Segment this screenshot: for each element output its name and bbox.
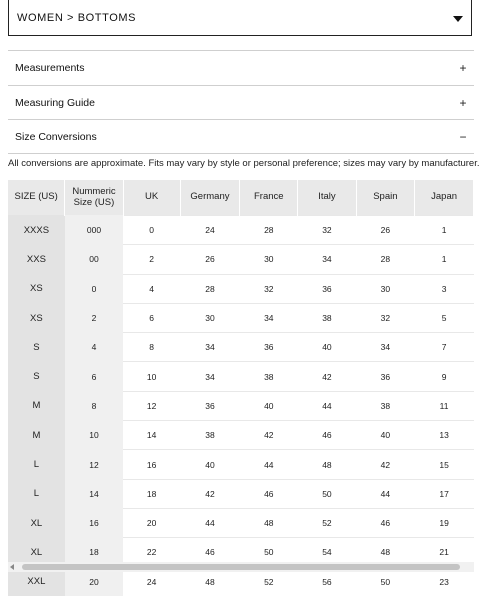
column-header: UK — [123, 180, 180, 216]
table-cell: XS — [8, 303, 65, 332]
divider — [8, 153, 474, 154]
table-cell: 26 — [180, 245, 240, 274]
table-cell: 26 — [356, 216, 415, 245]
collapse-icon[interactable]: − — [459, 129, 467, 144]
table-cell: 44 — [356, 479, 415, 508]
table-cell: 22 — [123, 538, 180, 567]
table-cell: 7 — [415, 333, 474, 362]
table-cell: 00 — [65, 245, 123, 274]
table-row — [8, 450, 474, 479]
table-cell: 24 — [180, 216, 240, 245]
table-row — [8, 245, 474, 274]
column-header: France — [240, 180, 298, 216]
table-cell: 32 — [240, 274, 298, 303]
table-cell: 32 — [298, 216, 356, 245]
size-conversion-table-container[interactable] — [8, 180, 474, 588]
table-cell: 38 — [356, 391, 415, 420]
accordion-measuring-guide[interactable] — [8, 85, 474, 119]
table-cell: 9 — [415, 362, 474, 391]
table-cell: 20 — [123, 508, 180, 537]
accordion-size-conversions[interactable] — [8, 119, 474, 153]
column-header: Nummeric Size (US) — [65, 180, 123, 216]
table-cell: 40 — [356, 421, 415, 450]
category-dropdown[interactable] — [8, 0, 472, 36]
table-cell: 34 — [180, 362, 240, 391]
table-cell: XXXS — [8, 216, 65, 245]
column-header: Germany — [180, 180, 240, 216]
table-cell: 1 — [415, 216, 474, 245]
table-cell: 3 — [415, 274, 474, 303]
table-cell: XL — [8, 508, 65, 537]
scrollbar-thumb[interactable] — [22, 564, 460, 570]
table-cell: 28 — [240, 216, 298, 245]
table-cell: 10 — [123, 362, 180, 391]
table-cell: 42 — [356, 450, 415, 479]
table-cell: 14 — [65, 479, 123, 508]
table-cell: 30 — [180, 303, 240, 332]
table-cell: 44 — [298, 391, 356, 420]
table-cell: 21 — [415, 538, 474, 567]
table-cell: 48 — [298, 450, 356, 479]
table-cell: M — [8, 391, 65, 420]
table-cell: S — [8, 333, 65, 362]
table-cell: 36 — [180, 391, 240, 420]
expand-icon[interactable]: + — [459, 95, 467, 110]
table-cell: L — [8, 450, 65, 479]
table-cell: 16 — [123, 450, 180, 479]
table-cell: 52 — [298, 508, 356, 537]
table-cell: 6 — [65, 362, 123, 391]
expand-icon[interactable]: + — [459, 60, 467, 75]
conversion-note: All conversions are approximate. Fits may vary by style or personal preference; sizes may vary by manufacturer. — [8, 158, 480, 169]
table-cell: 32 — [356, 303, 415, 332]
table-cell: 0 — [65, 274, 123, 303]
table-row — [8, 216, 474, 245]
table-cell: 1 — [415, 245, 474, 274]
table-cell: 46 — [180, 538, 240, 567]
table-cell: XL — [8, 538, 65, 567]
table-cell: 23 — [415, 567, 474, 596]
table-cell: 38 — [240, 362, 298, 391]
table-cell: 28 — [356, 245, 415, 274]
table-row — [8, 508, 474, 537]
breadcrumb: WOMEN > BOTTOMS — [17, 11, 137, 24]
table-cell: 48 — [240, 508, 298, 537]
table-cell: 42 — [180, 479, 240, 508]
size-conversion-table — [8, 180, 474, 596]
table-cell: 40 — [240, 391, 298, 420]
table-cell: 46 — [356, 508, 415, 537]
table-cell: 34 — [180, 333, 240, 362]
table-cell: 40 — [180, 450, 240, 479]
table-cell: 10 — [65, 421, 123, 450]
table-cell: 42 — [298, 362, 356, 391]
table-cell: 2 — [65, 303, 123, 332]
table-cell: 4 — [123, 274, 180, 303]
table-cell: 16 — [65, 508, 123, 537]
table-cell: 40 — [298, 333, 356, 362]
table-cell: 48 — [180, 567, 240, 596]
table-header-row — [8, 180, 474, 216]
table-cell: L — [8, 479, 65, 508]
table-cell: 6 — [123, 303, 180, 332]
table-cell: 15 — [415, 450, 474, 479]
table-cell: 50 — [240, 538, 298, 567]
table-cell: 38 — [298, 303, 356, 332]
table-cell: 18 — [65, 538, 123, 567]
caret-down-icon[interactable] — [453, 16, 463, 22]
table-cell: 42 — [240, 421, 298, 450]
table-cell: 2 — [123, 245, 180, 274]
table-cell: 36 — [356, 362, 415, 391]
table-cell: 34 — [356, 333, 415, 362]
table-cell: 13 — [415, 421, 474, 450]
column-header: SIZE (US) — [8, 180, 65, 216]
accordion-label: Size Conversions — [15, 130, 97, 143]
table-cell: 18 — [123, 479, 180, 508]
table-cell: 24 — [123, 567, 180, 596]
table-cell: 50 — [298, 479, 356, 508]
table-cell: M — [8, 421, 65, 450]
table-cell: 56 — [298, 567, 356, 596]
table-cell: 28 — [180, 274, 240, 303]
table-cell: 12 — [65, 450, 123, 479]
table-cell: 0 — [123, 216, 180, 245]
table-cell: 12 — [123, 391, 180, 420]
table-row — [8, 391, 474, 420]
table-row — [8, 479, 474, 508]
table-row — [8, 303, 474, 332]
table-cell: 54 — [298, 538, 356, 567]
table-cell: 5 — [415, 303, 474, 332]
table-cell: 44 — [240, 450, 298, 479]
table-cell: XS — [8, 274, 65, 303]
table-cell: 46 — [298, 421, 356, 450]
table-cell: 11 — [415, 391, 474, 420]
table-cell: 38 — [180, 421, 240, 450]
table-cell: 52 — [240, 567, 298, 596]
accordion-label: Measurements — [15, 61, 85, 74]
table-cell: 19 — [415, 508, 474, 537]
column-header: Spain — [356, 180, 415, 216]
table-cell: 14 — [123, 421, 180, 450]
table-cell: 30 — [240, 245, 298, 274]
table-cell: 36 — [240, 333, 298, 362]
table-cell: 000 — [65, 216, 123, 245]
table-cell: 34 — [240, 303, 298, 332]
table-cell: 44 — [180, 508, 240, 537]
table-cell: 48 — [356, 538, 415, 567]
accordion-measurements[interactable] — [8, 50, 474, 84]
table-cell: 17 — [415, 479, 474, 508]
table-cell: 8 — [123, 333, 180, 362]
table-cell: 20 — [65, 567, 123, 596]
table-row — [8, 274, 474, 303]
accordion-label: Measuring Guide — [15, 96, 95, 109]
horizontal-scrollbar[interactable] — [8, 562, 474, 572]
table-cell: 34 — [298, 245, 356, 274]
table-cell: 8 — [65, 391, 123, 420]
table-row — [8, 362, 474, 391]
table-cell: 4 — [65, 333, 123, 362]
arrow-left-icon[interactable] — [10, 564, 14, 570]
table-cell: XXS — [8, 245, 65, 274]
table-row — [8, 333, 474, 362]
table-cell: 46 — [240, 479, 298, 508]
table-cell: 30 — [356, 274, 415, 303]
column-header: Japan — [415, 180, 474, 216]
table-cell: XXL — [8, 567, 65, 596]
column-header: Italy — [298, 180, 356, 216]
table-row — [8, 421, 474, 450]
table-cell: 36 — [298, 274, 356, 303]
table-cell: S — [8, 362, 65, 391]
table-cell: 50 — [356, 567, 415, 596]
